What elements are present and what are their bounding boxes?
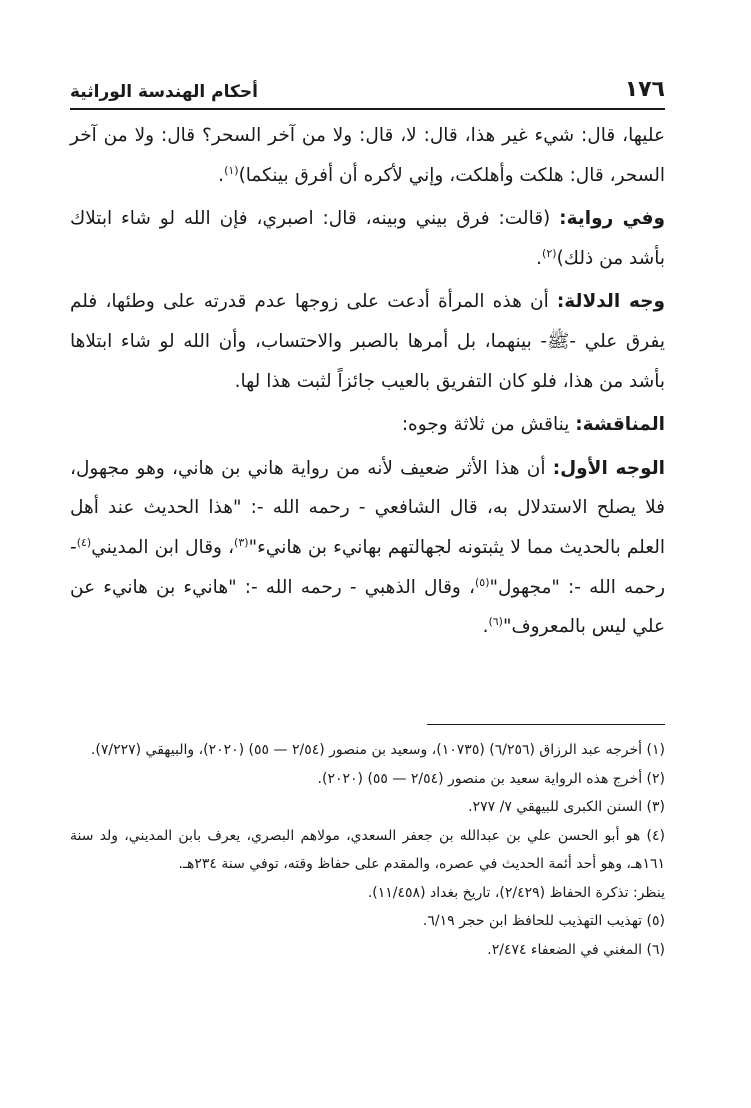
dalala-label: وجه الدلالة: [556, 291, 666, 313]
first-aspect-label: الوجه الأول: [552, 457, 665, 479]
footnote-ref-5: (٥) [474, 575, 490, 589]
main-text [70, 116, 665, 647]
footnote-separator [427, 724, 665, 725]
riwaya-label: وفي رواية: [559, 208, 666, 230]
footnote-ref-1: (١) [224, 163, 239, 177]
footnote-6: (٦) المغني في الضعفاء ٢/٤٧٤. [487, 941, 665, 958]
footnote-5: (٥) تهذيب التهذيب للحافظ ابن حجر ٦/١٩. [422, 913, 665, 929]
footnote-ref-3: (٣) [234, 535, 249, 549]
footnote-ref-4: (٤) [76, 535, 92, 549]
paragraph-hadith-end: عليها، قال: شيء غير هذا، قال: لا، قال: ولا من آخر السحر؟ قال: ولا من آخر السحر، قال: هلكت وأهلكت، وإني لأكره أن أفرق بينكما)$^{(١)}$. [70, 125, 665, 186]
munaqasha-label: المناقشة: [575, 414, 665, 436]
footnotes [70, 736, 665, 964]
footnote-ref-2: (٢) [542, 246, 557, 260]
book-title: أحكام الهندسة الوراثية [70, 82, 258, 102]
footnote-4-sources: ينظر: تذكرة الحفاظ (٢/٤٢٩)، تاريخ بغداد (١١/٤٥٨). [367, 884, 665, 901]
paragraph-dalala: وجه الدلالة: أن هذه المرأة أدعت على زوجها عدم قدرته على وطئها، فلم يفرق علي -ﷺ- بينهما، بل أمرها بالصبر والاحتساب، وأن الله لو شاء ابتلاها بأشد من هذا، فلو كان التفريق بالعيب جائزاً لثبت هذا لها. [70, 291, 666, 392]
header-rule [70, 108, 665, 110]
paragraph-munaqasha: المناقشة: يناقش من ثلاثة وجوه: [401, 414, 665, 436]
footnote-1: (١) أخرجه عبد الرزاق (٦/٢٥٦) (١٠٧٣٥)، وسعيد بن منصور (٢/٥٤ — ٥٥) (٢٠٢٠)، والبيهقي (٧/٢٢٧). [90, 742, 665, 758]
footnote-ref-6: (٦) [488, 614, 503, 628]
footnote-4: (٤) هو أبو الحسن علي بن عبدالله بن جعفر السعدي، مولاهم البصري، يعرف بابن المديني، ولد سنة ١٦١هـ، وهو أحد أئمة الحديث في عصره، والمقدم على حفاظ وقته، توفي سنة ٢٣٤هـ. [70, 827, 665, 872]
paragraph-riwaya: وفي رواية: (قالت: فرق بيني وبينه، قال: اصبري، فإن الله لو شاء ابتلاك بأشد من ذلك)$^{(٢)}$. [70, 208, 666, 269]
page-header [70, 72, 665, 102]
footnote-3: (٣) السنن الكبرى للبيهقي ٧/ ٢٧٧. [468, 799, 665, 815]
footnote-2: (٢) أخرج هذه الرواية سعيد بن منصور (٢/٥٤ — ٥٥) (٢٠٢٠). [317, 770, 665, 787]
page-number: ١٧٦ [624, 77, 665, 102]
paragraph-first-aspect: الوجه الأول: أن هذا الأثر ضعيف لأنه من رواية هاني بن هاني، وهو مجهول، فلا يصلح الاستدلال به، قال الشافعي - رحمه الله -: "هذا الحديث عند أهل العلم بالحديث مما لا يثبتونه لجهالتهم بهانيء بن هانيء"$^{(٣)}$، وقال ابن المديني$^{(٤)}$- رحمه الله -: "مجهول"$^{(٥)}$، وقال الذهبي - رحمه الله -: "هانيء بن هانيء عن علي ليس بالمعروف"$^{(٦)}$. [70, 457, 666, 638]
